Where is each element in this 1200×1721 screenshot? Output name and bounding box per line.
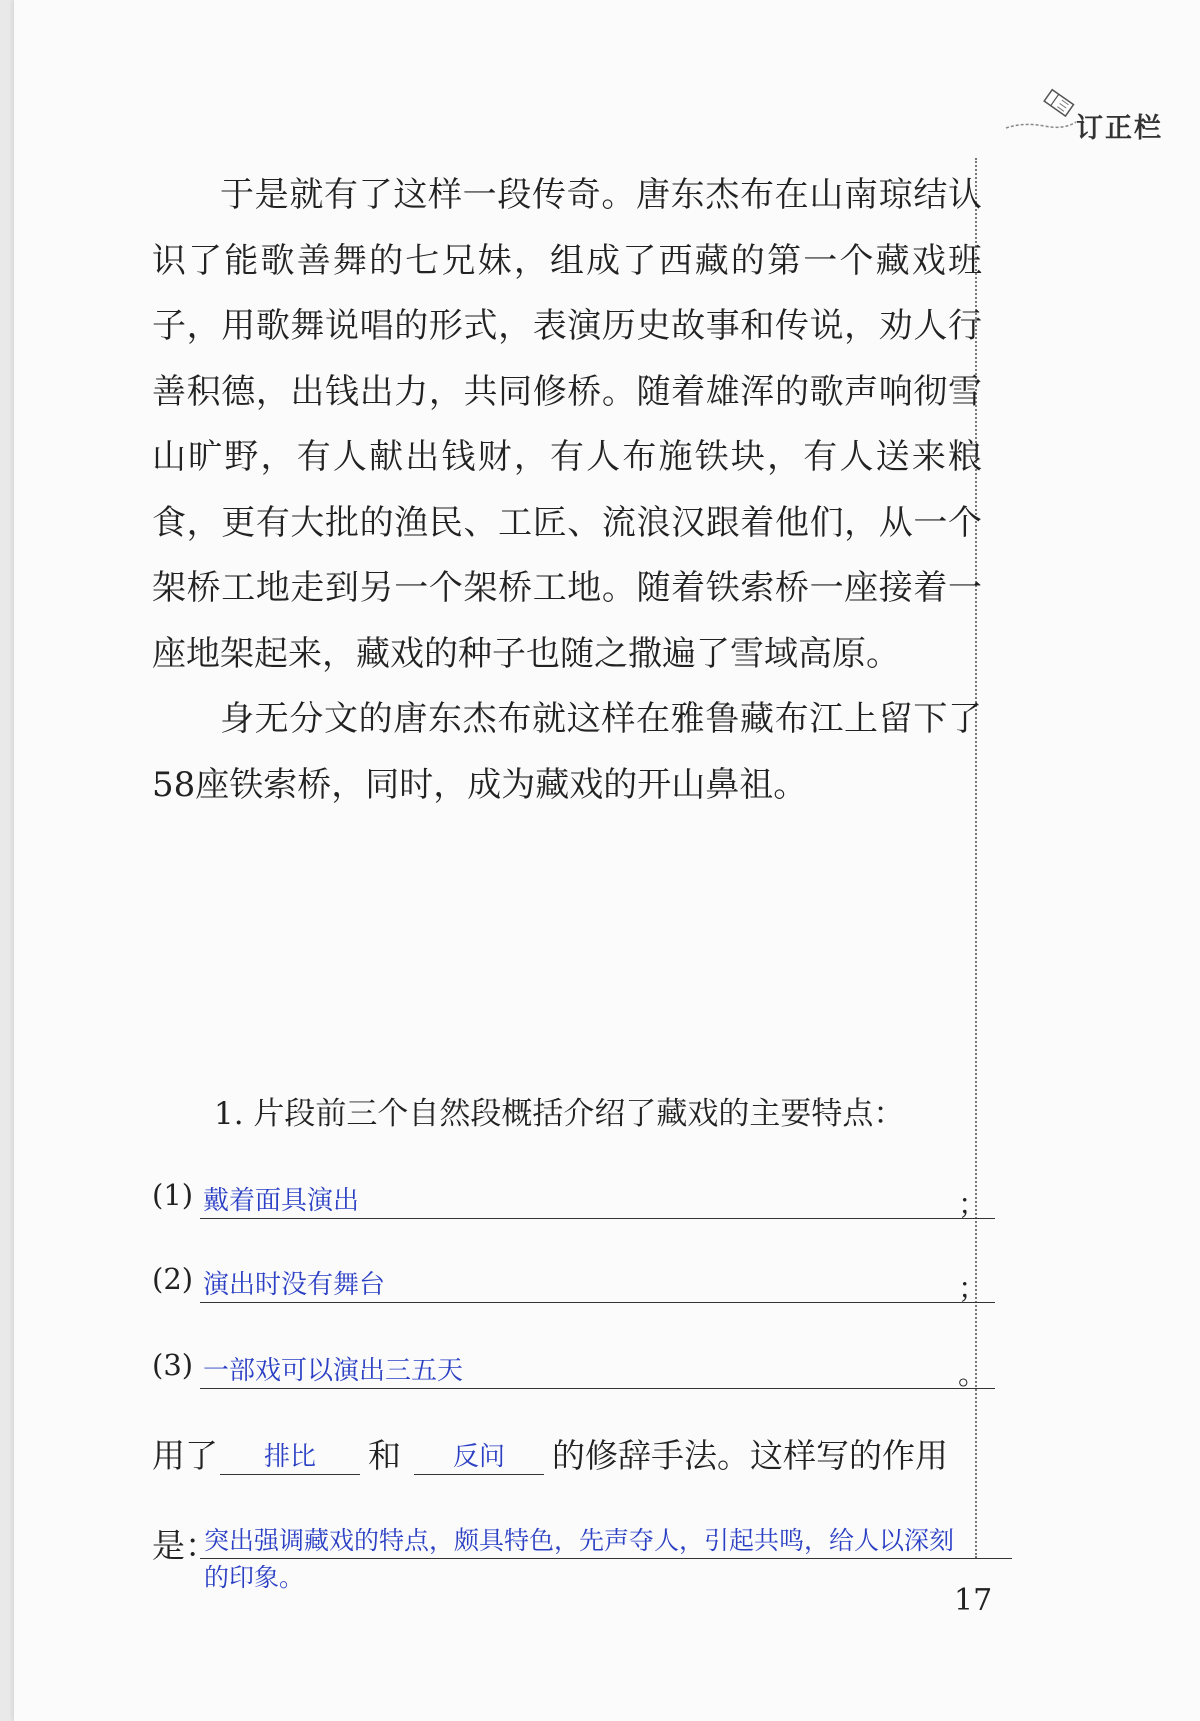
answer-blank-1[interactable]: [200, 1178, 995, 1219]
reading-passage: [152, 163, 982, 818]
item-punctuation: ；: [958, 1271, 988, 1305]
feature-item-3: [152, 1348, 988, 1394]
handwritten-answer: 演出时没有舞台: [203, 1270, 386, 1300]
item-number: (2): [152, 1262, 194, 1296]
rhetoric-blank-1[interactable]: [220, 1430, 360, 1475]
page-number: 17: [954, 1583, 993, 1618]
rhetoric-question-line: [152, 1430, 982, 1480]
pencil-eraser-icon: [1004, 88, 1084, 138]
item-number: (3): [152, 1348, 194, 1382]
answer-blank-3[interactable]: [200, 1348, 995, 1389]
item-number: (1): [152, 1178, 194, 1212]
passage-paragraph-1: 于是就有了这样一段传奇。唐东杰布在山南琼结认识了能歌善舞的七兄妹，组成了西藏的第一个藏戏班子，用歌舞说唱的形式，表演历史故事和传说，劝人行善积德，出钱出力，共同修桥。随着雄浑的歌声响彻雪山旷野，有人献出钱财，有人布施铁块，有人送来粮食，更有大批的渔民、工匠、流浪汉跟着他们，从一个架桥工地走到另一个架桥工地。随着铁索桥一座接着一座地架起来，藏戏的种子也随之撒遍了雪域高原。: [152, 175, 982, 674]
item-punctuation: 。: [958, 1357, 988, 1391]
handwritten-answer: 排比: [263, 1442, 316, 1472]
handwritten-answer: 戴着面具演出: [203, 1186, 360, 1216]
handwritten-answer: 反问: [452, 1442, 505, 1472]
effect-lead: 是：: [152, 1526, 218, 1565]
correction-column-header: [1004, 88, 1184, 148]
feature-item-2: [152, 1262, 988, 1308]
workbook-page: [14, 0, 1200, 1721]
rhetoric-prefix: 用了: [152, 1436, 218, 1475]
answer-blank-2[interactable]: [200, 1262, 995, 1303]
rhetoric-suffix: 的修辞手法。这样写的作用: [552, 1436, 948, 1475]
question-prompt: 1. 片段前三个自然段概括介绍了藏戏的主要特点：: [214, 1096, 905, 1132]
correction-column-label: 订正栏: [1076, 113, 1163, 144]
handwritten-answer: 突出强调藏戏的特点，颇具特色，先声夺人，引起共鸣，给人以深刻的印象。: [204, 1526, 955, 1592]
feature-item-1: [152, 1178, 988, 1224]
handwritten-answer: 一部戏可以演出三五天: [203, 1356, 464, 1386]
rhetoric-middle: 和: [368, 1436, 401, 1475]
passage-paragraph-2: 身无分文的唐东杰布就这样在雅鲁藏布江上留下了58座铁索桥，同时，成为藏戏的开山鼻祖。: [152, 699, 982, 805]
effect-answer-area: [152, 1520, 982, 1620]
rhetoric-blank-2[interactable]: [414, 1430, 544, 1475]
item-punctuation: ；: [958, 1187, 988, 1221]
